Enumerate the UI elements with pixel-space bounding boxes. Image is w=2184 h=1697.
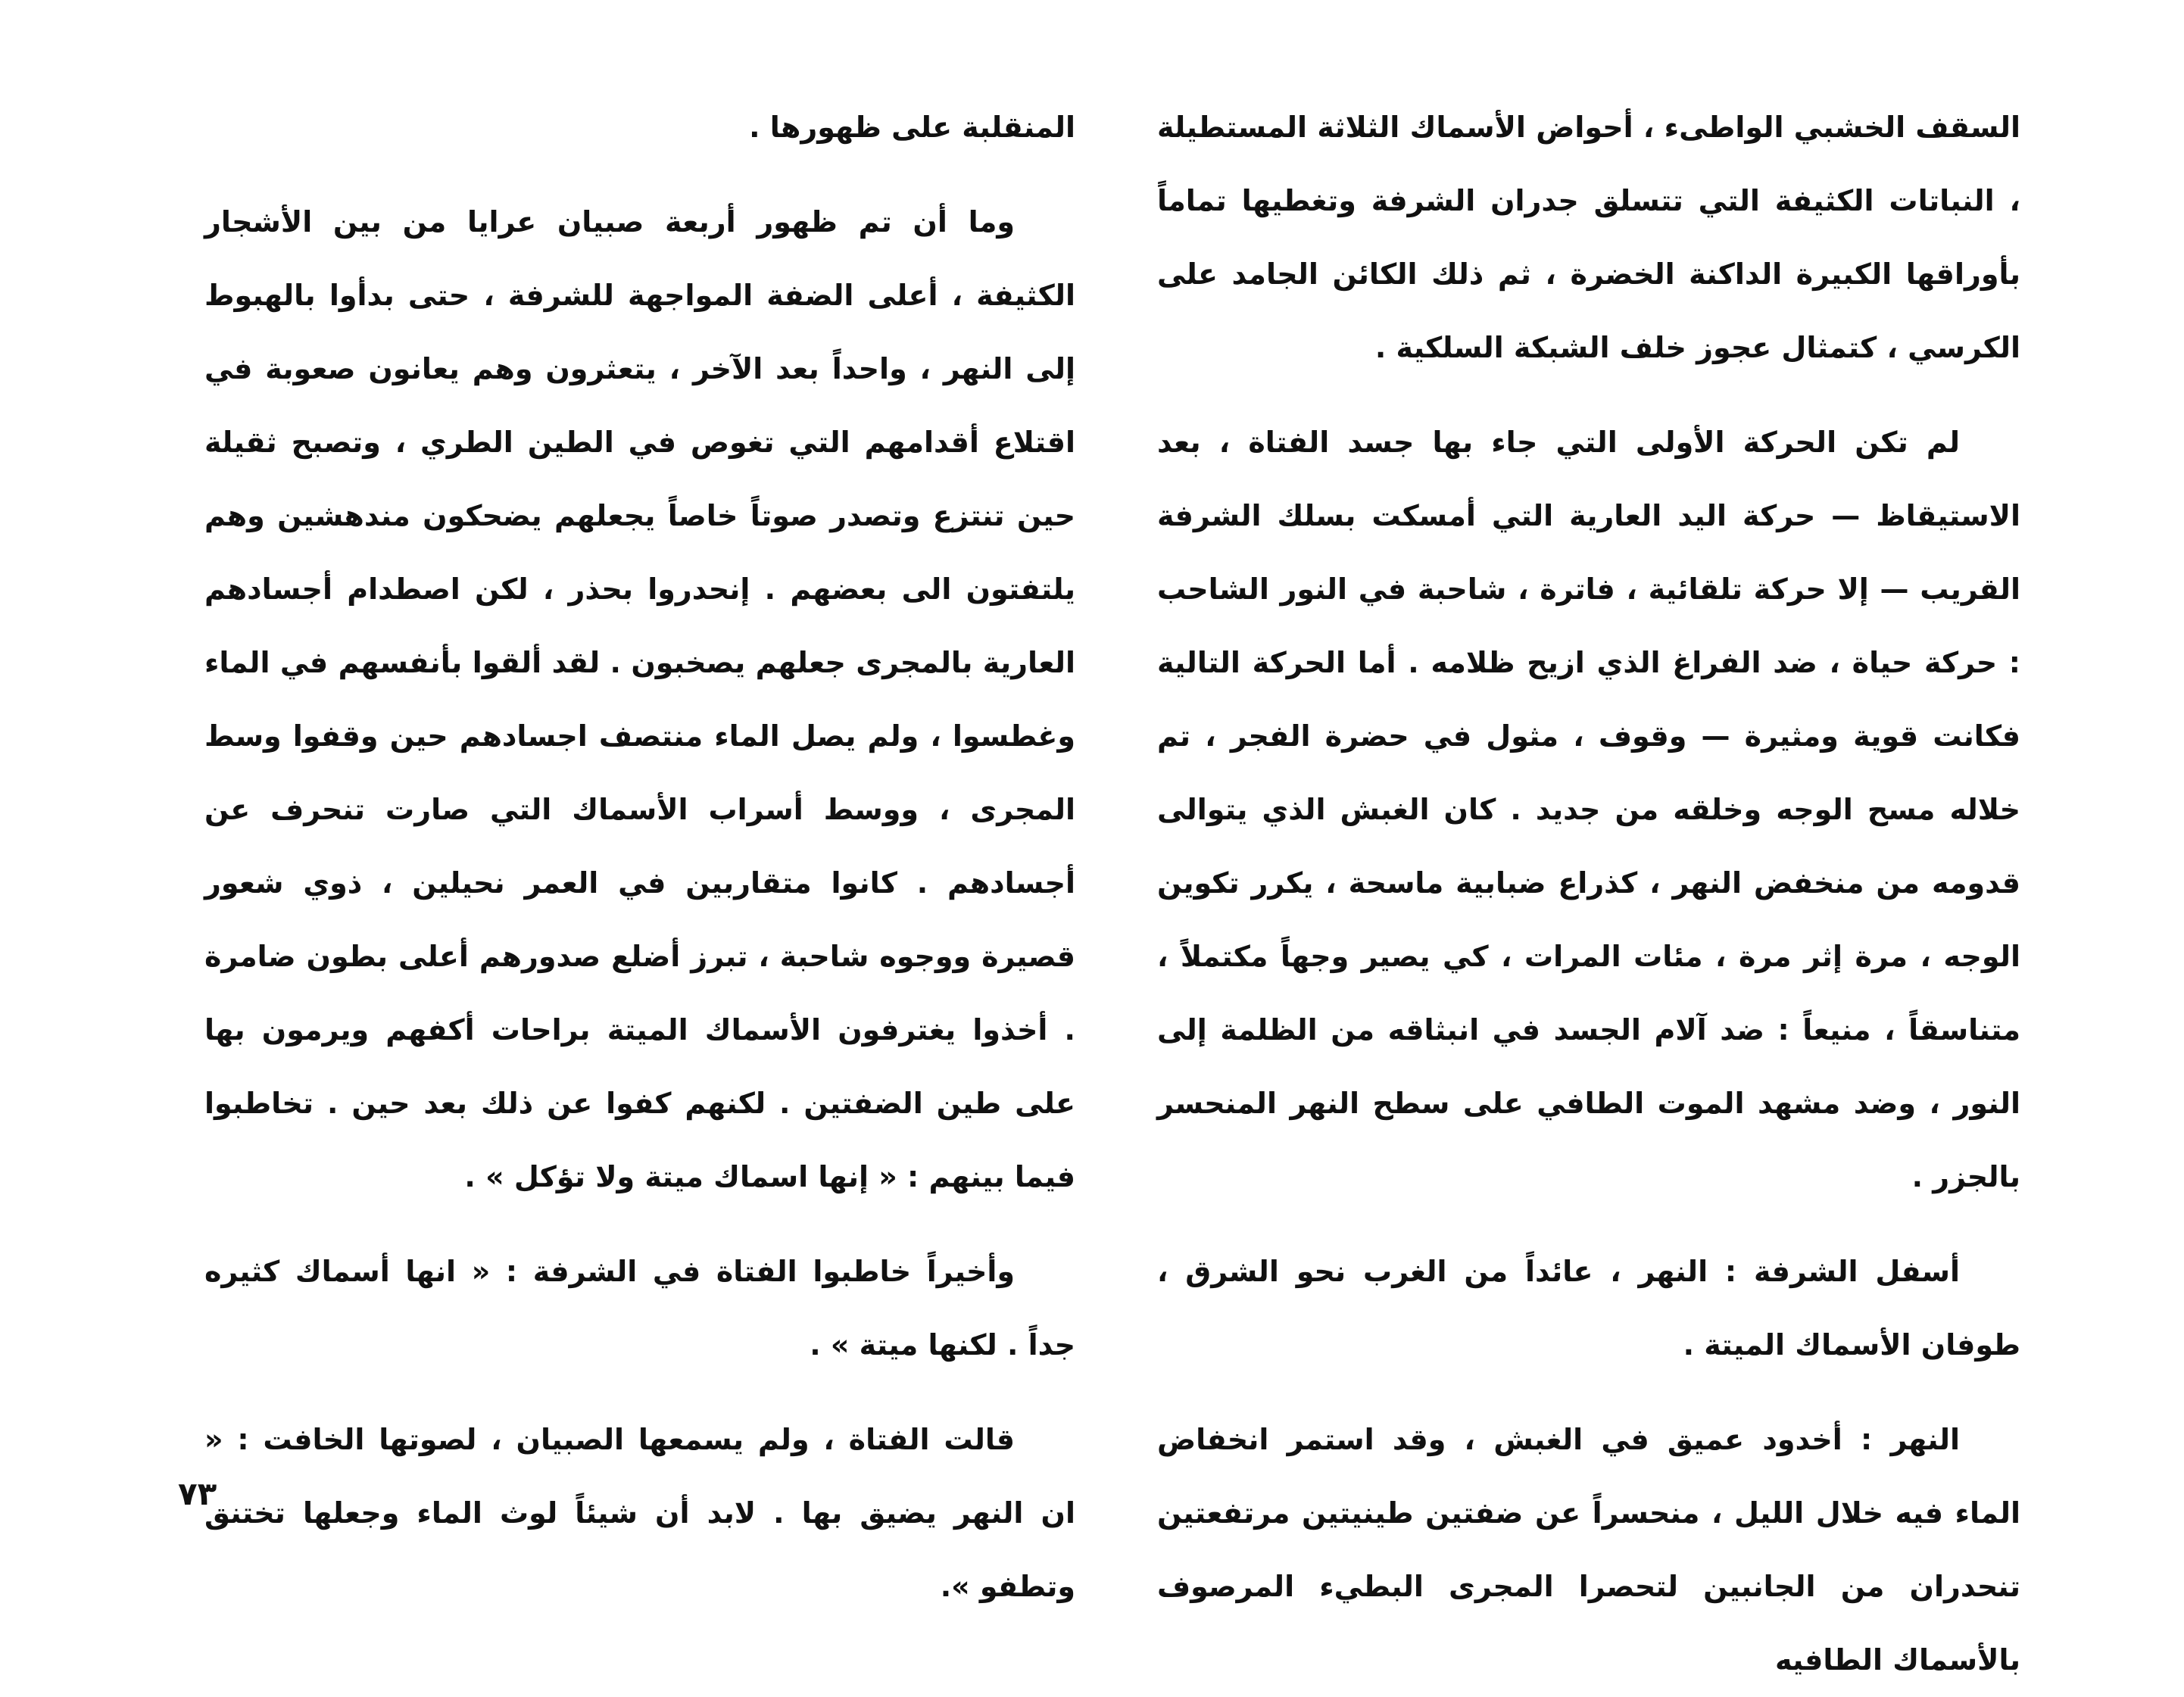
paragraph: أسفل الشرفة : النهر ، عائداً من الغرب نحو الشرق ، طوفان الأسماك الميتة . xyxy=(1157,1255,2020,1362)
paragraph: السقف الخشبي الواطىء ، أحواض الأسماك الثلاثة المستطيلة ، النباتات الكثيفة التي تتسلق جدران الشرفة وتغطيها تماماً بأوراقها الكبيرة الداكنة الخضرة ، ثم ذلك الكائن الجامد على الكرسي ، كتمثال عجوز خلف الشبكة السلكية . xyxy=(1157,111,2020,364)
paragraph: قالت الفتاة ، ولم يسمعها الصبيان ، لصوتها الخافت : « ان النهر يضيق بها . لابد أن شيئاً لوث الماء وجعلها تختنق وتطفو ». xyxy=(204,1423,1075,1603)
paragraph: وأخيراً خاطبوا الفتاة في الشرفة : « انها أسماك كثيره جداً . لكنها ميتة » . xyxy=(204,1255,1075,1362)
paragraph: النهر : أخدود عميق في الغبش ، وقد استمر انخفاض الماء فيه خلال الليل ، منحسراً عن ضفتين طينيتين مرتفعتين تنحدران من الجانبين لتحصرا المجرى البطيء المرصوف بالأسماك الطافيه xyxy=(1157,1423,2020,1677)
right-page-text-column xyxy=(1157,91,2020,1697)
left-page-text-column xyxy=(204,91,1075,1624)
paragraph: المنقلبة على ظهورها . xyxy=(749,111,1075,144)
paragraph: وما أن تم ظهور أربعة صبيان عرايا من بين الأشجار الكثيفة ، أعلى الضفة المواجهة للشرفة ، حتى بدأوا بالهبوط إلى النهر ، واحداً بعد الآخر ، يتعثرون وهم يعانون صعوبة في اقتلاع أقدامهم التي تغوص في الطين الطري ، وتصبح ثقيلة حين تنتزع وتصدر صوتاً خاصاً يجعلهم يضحكون مندهشين وهم يلتفتون الى بعضهم . إنحدروا بحذر ، لكن اصطدام أجسادهم العارية بالمجرى جعلهم يصخبون . لقد ألقوا بأنفسهم في الماء وغطسوا ، ولم يصل الماء منتصف اجسادهم حين وقفوا وسط المجرى ، ووسط أسراب الأسماك التي صارت تنحرف عن أجسادهم . كانوا متقاربين في العمر نحيلين ، ذوي شعور قصيرة ووجوه شاحبة ، تبرز أضلع صدورهم أعلى بطون ضامرة . أخذوا يغترفون الأسماك الميتة براحات أكفهم ويرمون بها على طين الضفتين . لكنهم كفوا عن ذلك بعد حين . تخاطبوا فيما بينهم : « إنها اسماك ميتة ولا تؤكل » . xyxy=(204,205,1075,1193)
paragraph: لم تكن الحركة الأولى التي جاء بها جسد الفتاة ، بعد الاستيقاظ — حركة اليد العارية التي أمسكت بسلك الشرفة القريب — إلا حركة تلقائية ، فاترة ، شاحبة في النور الشاحب : حركة حياة ، ضد الفراغ الذي ازيح ظلامه . أما الحركة التالية فكانت قوية ومثيرة — وقوف ، مثول في حضرة الفجر ، تم خلاله مسح الوجه وخلقه من جديد . كان الغبش الذي يتوالى قدومه من منخفض النهر ، كذراع ضبابية ماسحة ، يكرر تكوين الوجه ، مرة إثر مرة ، مئات المرات ، كي يصير وجهاً مكتملاً ، متناسقاً ، منيعاً : ضد آلام الجسد في انبثاقه من الظلمة إلى النور ، وضد مشهد الموت الطافي على سطح النهر المنحسر بالجزر . xyxy=(1157,426,2020,1193)
page-number: ٧٣ xyxy=(178,1475,217,1512)
